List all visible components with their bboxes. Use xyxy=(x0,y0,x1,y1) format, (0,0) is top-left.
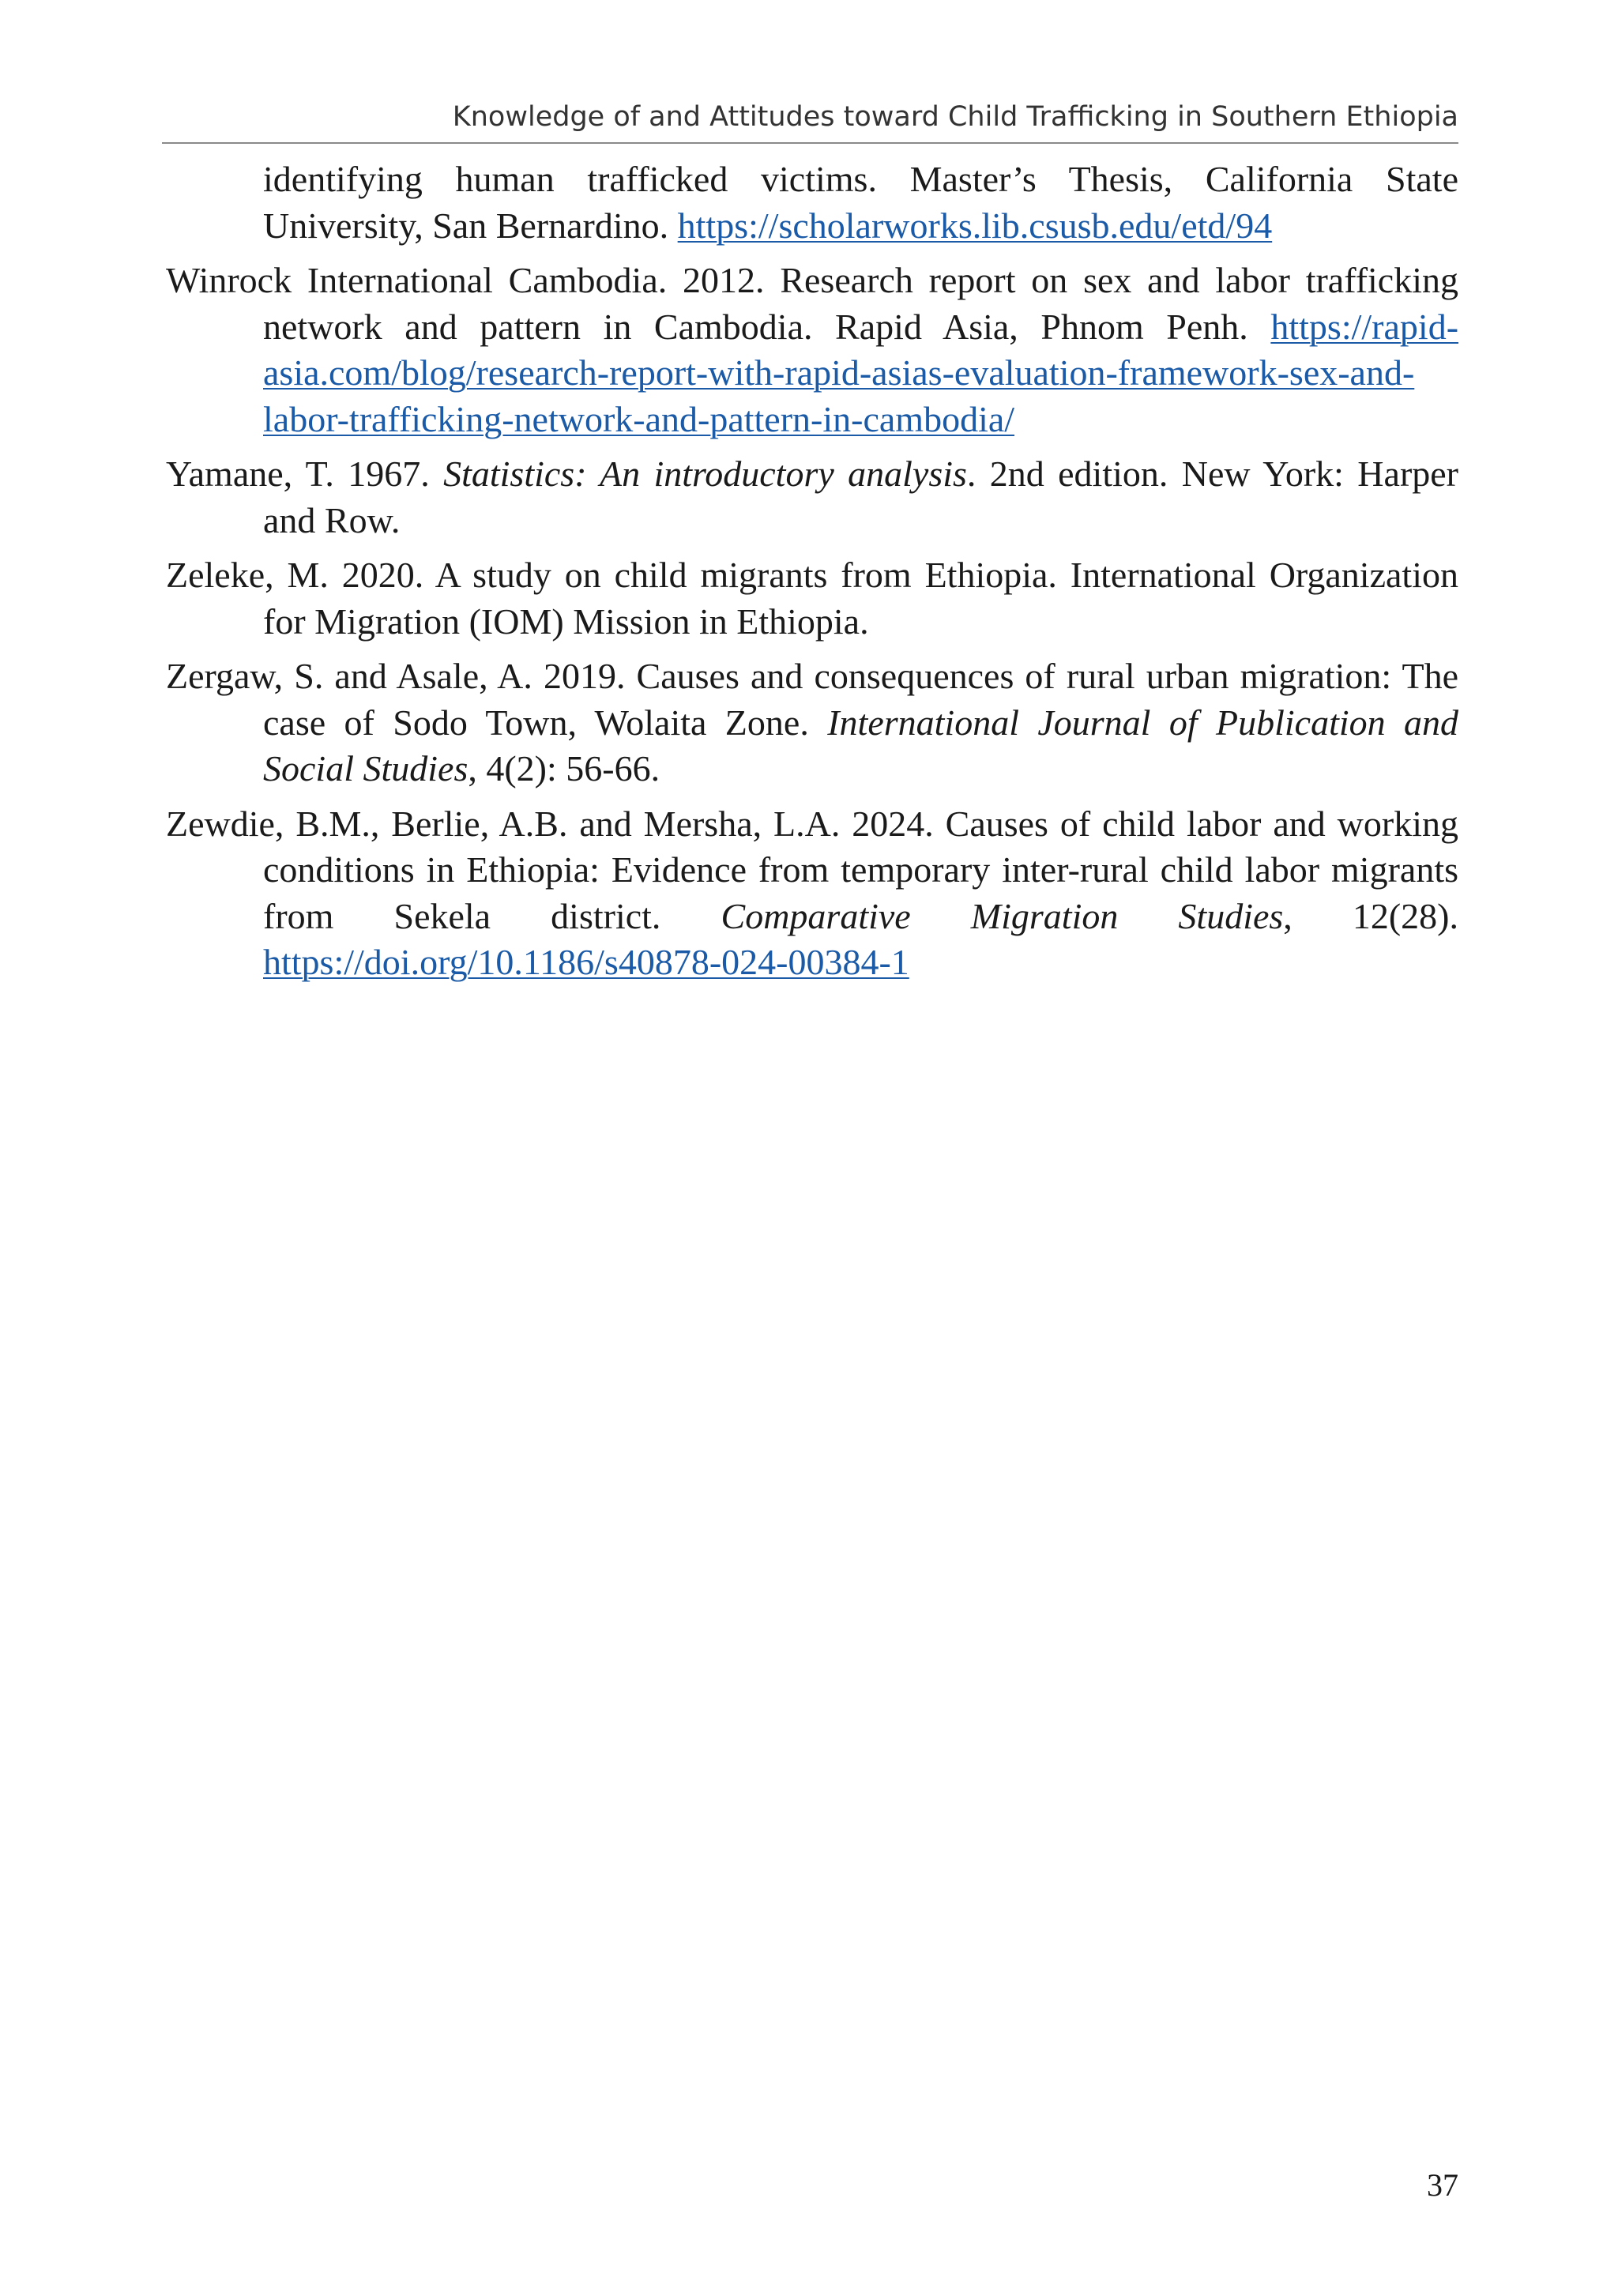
reference-text: identifying human trafficked victims. Master’s Thesis, California State University, San Bernardino. xyxy=(263,159,1458,246)
reference-text: Zergaw, S. and Asale, A. 2019. Causes and consequences of rural urban migration: The case of Sodo Town, Wolaita Zone. xyxy=(166,656,1458,743)
reference-link[interactable]: https://rapid-asia.com/blog/research-report-with-rapid-asias-evaluation-framework-sex-and-labor-trafficking-network-and-pattern-in-cambodia/ xyxy=(263,306,1459,439)
reference-text: . 2nd edition. New York: Harper and Row. xyxy=(263,454,1459,540)
reference-text: Zewdie, B.M., Berlie, A.B. and Mersha, L.A. 2024. Causes of child labor and working conditions in Ethiopia: Evidence from temporary inter-rural child labor migrants from Sekela district. xyxy=(166,803,1458,936)
page-number: 37 xyxy=(1427,2167,1458,2203)
reference-link[interactable]: https://scholarworks.lib.csusb.edu/etd/94 xyxy=(677,205,1273,246)
running-header-title: Knowledge of and Attitudes toward Child Trafficking in Southern Ethiopia xyxy=(452,101,1458,133)
reference-text: Zeleke, M. 2020. A study on child migrants from Ethiopia. International Organization for Migration (IOM) Mission in Ethiopia. xyxy=(166,555,1458,642)
reference-list xyxy=(166,156,1458,995)
reference-title: Statistics: An introductory analysis xyxy=(443,454,967,494)
reference-text: Winrock International Cambodia. 2012. Research report on sex and labor trafficking network and pattern in Cambodia. Rapid Asia, Phnom Penh. xyxy=(166,260,1458,347)
reference-entry xyxy=(166,653,1458,792)
reference-journal: International Journal of Publication and Social Studies xyxy=(263,702,1459,789)
reference-entry xyxy=(166,156,1458,249)
reference-text: Yamane, T. 1967. xyxy=(166,454,430,494)
reference-link[interactable]: https://doi.org/10.1186/s40878-024-00384-1 xyxy=(263,942,909,982)
reference-journal: Comparative Migration Studies xyxy=(721,895,1284,936)
reference-entry xyxy=(166,552,1458,645)
running-header xyxy=(162,98,1458,144)
reference-entry xyxy=(166,451,1458,544)
reference-entry xyxy=(166,801,1458,986)
reference-entry xyxy=(166,258,1458,442)
reference-text: , 4(2): 56-66. xyxy=(468,748,660,789)
reference-text: , 12(28). xyxy=(1283,895,1459,936)
